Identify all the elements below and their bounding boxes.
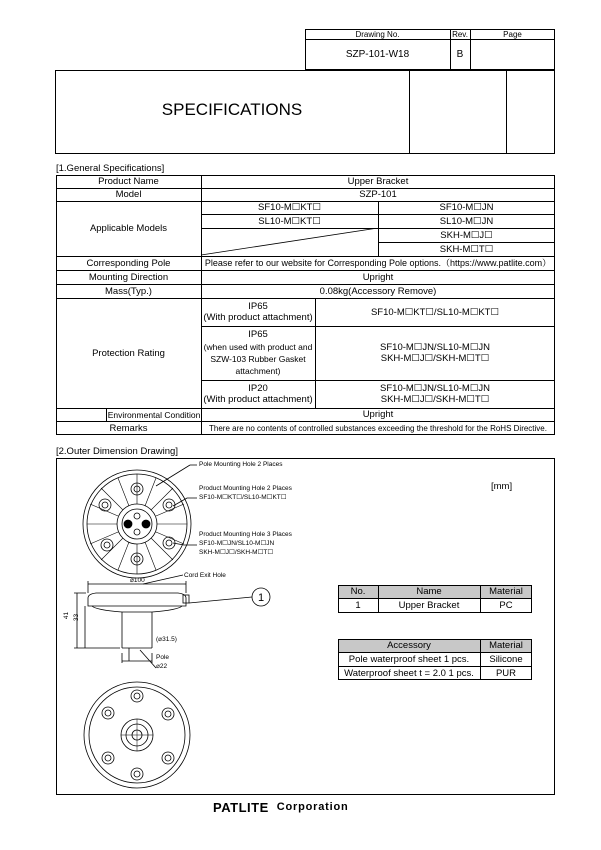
section-heading-general: [1.General Specifications] bbox=[56, 163, 165, 174]
mounting-direction-value: Upright bbox=[362, 271, 394, 283]
corresponding-pole-label: Corresponding Pole bbox=[86, 257, 171, 269]
pole-label: Pole bbox=[156, 654, 170, 661]
protection-rating-2 bbox=[201, 326, 315, 380]
rating-value: IP65 bbox=[248, 301, 268, 312]
accessory-header-name: Accessory bbox=[387, 640, 431, 651]
parts-cell-material: PC bbox=[499, 600, 513, 611]
protection-rating-1 bbox=[201, 298, 315, 326]
parts-cell-no: 1 bbox=[355, 600, 361, 611]
corresponding-pole-value: Please refer to our website for Corresponding Pole options.（https://www.patlite.com） bbox=[204, 257, 552, 268]
empty-cell-diagonal bbox=[201, 228, 379, 256]
rev-label: Rev. bbox=[452, 29, 468, 39]
rating-models: SF10-M☐JN/SL10-M☐JN bbox=[380, 342, 490, 353]
accessory-cell-material: PUR bbox=[495, 667, 517, 679]
applicable-model: SKH-M☐J☐ bbox=[440, 229, 493, 241]
rating-condition: (With product attachment) bbox=[203, 312, 313, 323]
environmental-condition-value: Upright bbox=[362, 409, 394, 420]
applicable-model: SF10-M☐JN bbox=[439, 202, 494, 213]
page-number bbox=[470, 39, 555, 70]
rating-models: SKH-M☐J☐/SKH-M☐T☐ bbox=[380, 353, 490, 364]
rating-condition: attachment) bbox=[235, 366, 281, 376]
product-name-value: Upper Bracket bbox=[347, 176, 409, 187]
section-heading-outer: [2.Outer Dimension Drawing] bbox=[56, 446, 178, 457]
remarks-value: There are no contents of controlled substances exceeding the threshold for the RoHS Directive. bbox=[209, 423, 547, 433]
environmental-condition-label: Environmental Condition bbox=[107, 409, 201, 420]
protection-rating-3 bbox=[201, 380, 315, 408]
rating-value: IP20 bbox=[248, 383, 268, 394]
drawing-no-label: Drawing No. bbox=[355, 29, 400, 39]
applicable-model: SL10-M☐KT☐ bbox=[258, 215, 321, 227]
applicable-model: SL10-M☐JN bbox=[439, 215, 494, 227]
parts-header-name: Name bbox=[416, 586, 442, 597]
height-33-label: 33 bbox=[73, 613, 81, 622]
applicable-model: SKH-M☐T☐ bbox=[439, 243, 494, 255]
product-mounting-hole-2-callout: Product Mounting Hole 2 Places bbox=[199, 485, 292, 492]
parts-header-no: No. bbox=[350, 586, 366, 597]
rating-condition: (With product attachment) bbox=[203, 394, 313, 405]
parts-header-material: Material bbox=[489, 586, 523, 597]
accessory-cell-material: Silicone bbox=[489, 653, 523, 665]
model-value: SZP-101 bbox=[359, 189, 397, 200]
part-balloon-1: 1 bbox=[257, 592, 265, 604]
brand-name: PATLITE bbox=[213, 799, 269, 815]
mass-label: Mass(Typ.) bbox=[105, 285, 152, 297]
product-mounting-hole-3-callout: Product Mounting Hole 3 Places bbox=[199, 531, 292, 538]
accessory-cell-name: Waterproof sheet t = 2.0 1 pcs. bbox=[344, 667, 474, 679]
rating-models-3 bbox=[315, 380, 555, 408]
parts-cell-name: Upper Bracket bbox=[398, 600, 460, 611]
company-logo bbox=[213, 799, 403, 815]
protection-rating-label: Protection Rating bbox=[92, 347, 165, 359]
applicable-models-label: Applicable Models bbox=[89, 223, 168, 234]
title-frame-divider bbox=[409, 70, 410, 154]
rating-value: IP65 bbox=[248, 329, 268, 340]
diameter-22-label: ⌀22 bbox=[156, 663, 168, 670]
rating-models-2 bbox=[315, 326, 555, 380]
rating-models: SKH-M☐J☐/SKH-M☐T☐ bbox=[380, 394, 490, 405]
diameter-100-label: ⌀100 bbox=[130, 577, 145, 584]
product-mounting-hole-3-models: SF10-M☐JN/SL10-M☐JN bbox=[199, 540, 275, 547]
product-mounting-hole-3-models: SKH-M☐J☐/SKH-M☐T☐ bbox=[199, 549, 274, 556]
revision: B bbox=[456, 49, 464, 60]
height-41-label: 41 bbox=[63, 611, 71, 620]
model-label: Model bbox=[115, 189, 142, 200]
page-label: Page bbox=[503, 29, 522, 39]
unit-label: [mm] bbox=[491, 481, 513, 492]
product-mounting-hole-2-models: SF10-M☐KT☐/SL10-M☐KT☐ bbox=[199, 494, 287, 501]
cord-exit-hole-callout: Cord Exit Hole bbox=[184, 572, 226, 579]
remarks-label: Remarks bbox=[109, 422, 148, 434]
rating-condition: (when used with product and bbox=[203, 342, 313, 352]
product-name-label: Product Name bbox=[98, 176, 159, 187]
rating-models: SF10-M☐KT☐/SL10-M☐KT☐ bbox=[370, 306, 500, 318]
rating-models: SF10-M☐JN/SL10-M☐JN bbox=[380, 383, 490, 394]
rating-condition: SZW-103 Rubber Gasket bbox=[210, 354, 306, 364]
mass-value: 0.08kg(Accessory Remove) bbox=[319, 285, 437, 297]
accessory-header-material: Material bbox=[489, 640, 523, 651]
brand-suffix: Corporation bbox=[276, 801, 349, 813]
pole-mounting-hole-callout: Pole Mounting Hole 2 Places bbox=[199, 461, 283, 468]
title-frame-divider bbox=[506, 70, 507, 154]
drawing-number: SZP-101-W18 bbox=[345, 49, 410, 60]
mounting-direction-label: Mounting Direction bbox=[88, 271, 169, 283]
applicable-model: SF10-M☐KT☐ bbox=[258, 202, 321, 213]
outer-dimension-drawing bbox=[56, 458, 356, 795]
page-title: SPECIFICATIONS bbox=[161, 100, 303, 119]
accessory-cell-name: Pole waterproof sheet 1 pcs. bbox=[348, 653, 470, 665]
diameter-31-label: (⌀31.5) bbox=[156, 636, 177, 643]
